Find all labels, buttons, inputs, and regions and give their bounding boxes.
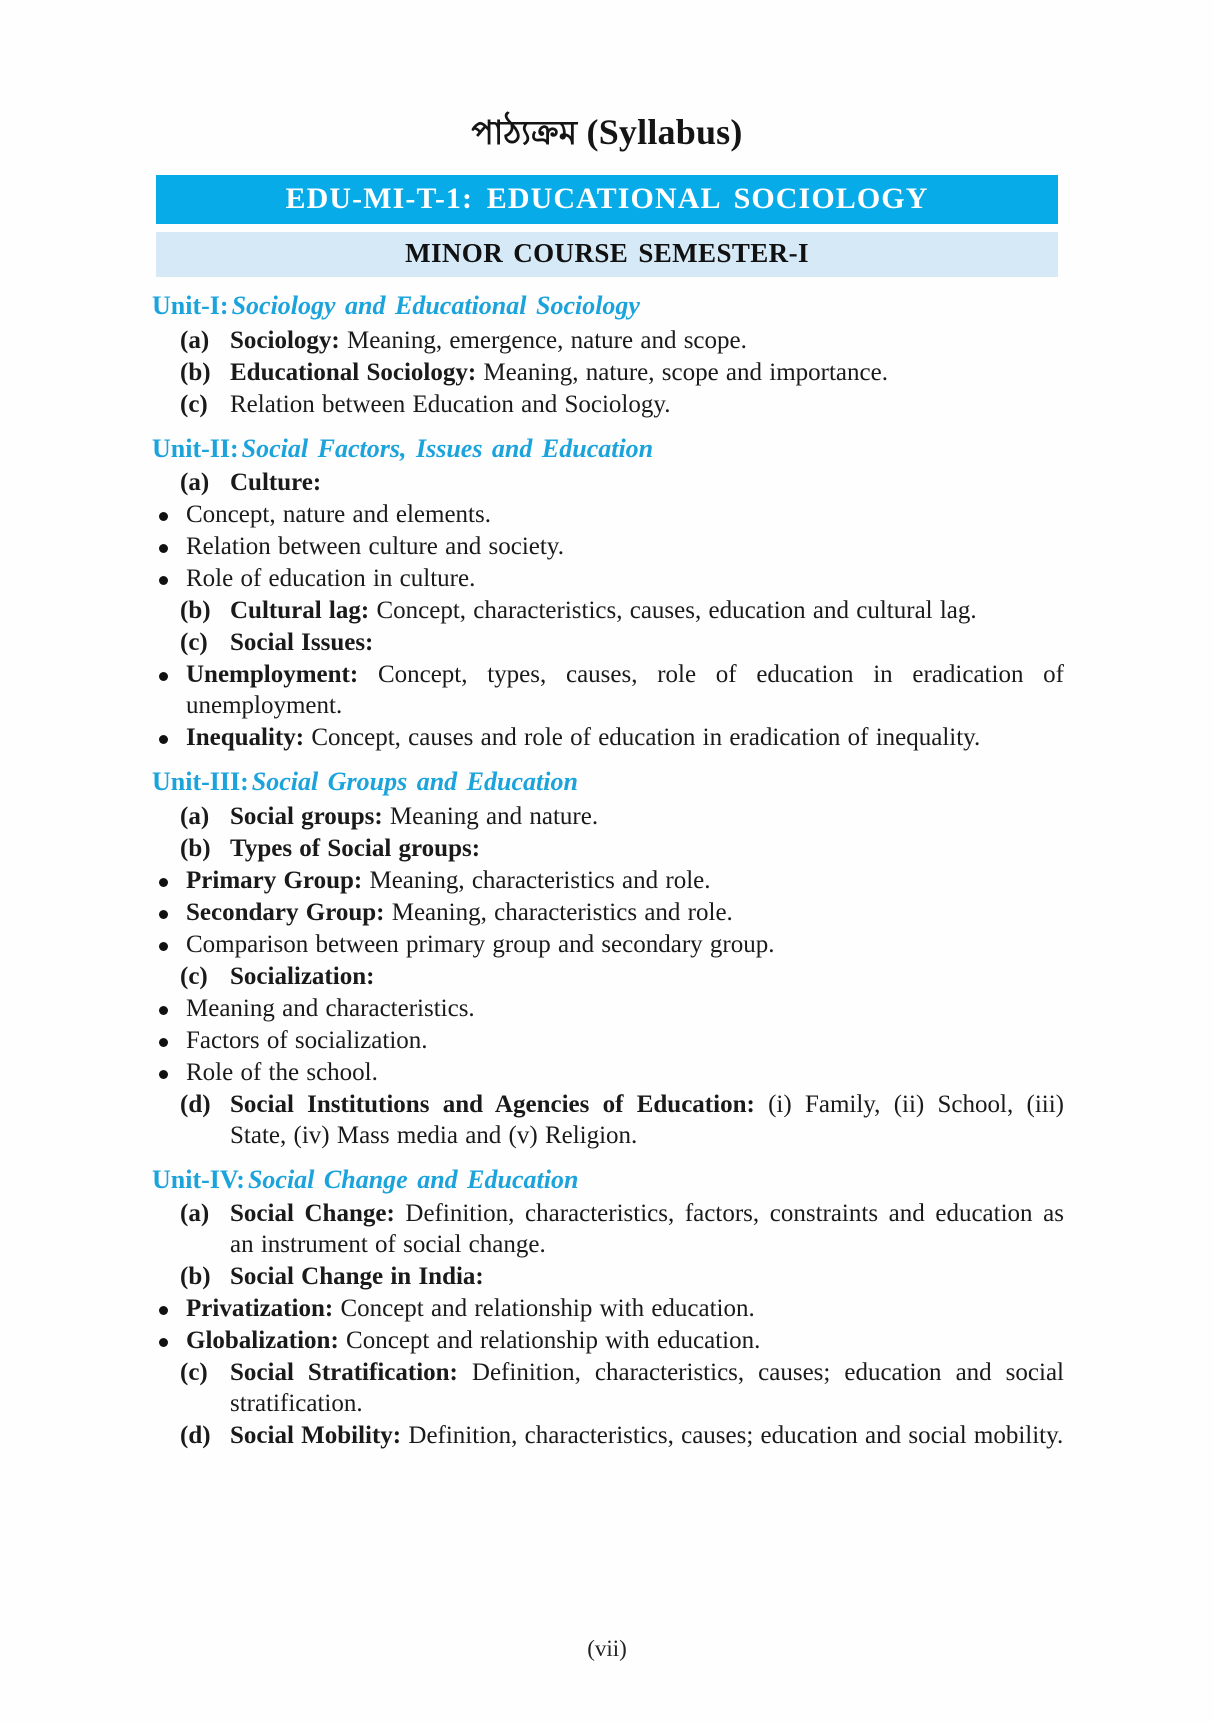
term-label: Types of Social groups:	[230, 834, 481, 862]
term-label: Cultural lag:	[230, 597, 370, 625]
unit-item-list	[150, 467, 1064, 753]
term-label: Social Change in India:	[230, 1263, 484, 1291]
term-description: Meaning, characteristics and role.	[362, 866, 711, 894]
term-label: Social Change:	[230, 1200, 395, 1228]
page-title-bangla: পাঠ্যক্রম	[471, 113, 578, 152]
term-label: Educational Sociology:	[230, 358, 477, 386]
item-marker: (a)	[180, 469, 210, 497]
unit-title: Sociology and Educational Sociology	[231, 291, 640, 321]
unit-label: Unit-I:	[152, 291, 229, 321]
list-item	[150, 1198, 1064, 1260]
bullet-item	[150, 865, 1064, 896]
bullet-item	[150, 531, 1064, 562]
item-marker: (b)	[180, 358, 211, 386]
bullet-item	[150, 1325, 1064, 1356]
list-item	[150, 1420, 1064, 1451]
unit-title: Social Groups and Education	[251, 767, 578, 797]
page-title-english: (Syllabus)	[586, 112, 743, 152]
term-label: Socialization:	[230, 962, 375, 990]
term-description: (i) Family, (ii) School, (iii) State, (iv) Mass media and (v) Religion.	[230, 1090, 1064, 1149]
term-description: Relation between culture and society.	[186, 533, 564, 561]
bullet-list	[150, 659, 1064, 753]
list-item	[150, 627, 1064, 658]
unit-item-list	[150, 1198, 1064, 1451]
unit-heading	[150, 1164, 1064, 1197]
term-description: Definition, characteristics, factors, constraints and education as an instrument of social change.	[230, 1200, 1064, 1259]
term-description: Concept and relationship with education.	[333, 1295, 755, 1323]
list-item	[150, 1089, 1064, 1151]
bullet-dot-icon	[159, 672, 168, 681]
term-label: Culture:	[230, 469, 322, 497]
item-marker: (c)	[180, 629, 208, 657]
bullet-dot-icon	[159, 512, 168, 521]
term-description: Meaning, characteristics and role.	[384, 898, 733, 926]
bullet-list	[150, 1293, 1064, 1356]
item-marker: (b)	[180, 597, 211, 625]
bullet-list	[150, 499, 1064, 594]
bullet-list	[150, 993, 1064, 1088]
term-description: Meaning, emergence, nature and scope.	[339, 326, 747, 354]
unit-label: Unit-III:	[152, 767, 249, 797]
term-description: Concept, characteristics, causes, education and cultural lag.	[369, 597, 977, 625]
term-label: Social Mobility:	[230, 1422, 402, 1450]
item-marker: (d)	[180, 1422, 211, 1450]
bullet-dot-icon	[159, 544, 168, 553]
unit-heading	[150, 766, 1064, 799]
term-label: Inequality:	[186, 724, 305, 752]
term-description: Relation between Education and Sociology.	[230, 390, 671, 418]
list-item	[150, 357, 1064, 388]
course-code-banner: EDU-MI-T-1: EDUCATIONAL SOCIOLOGY	[156, 175, 1058, 224]
unit-section	[150, 433, 1064, 754]
term-description: Role of education in culture.	[186, 565, 476, 593]
term-label: Social Stratification:	[230, 1359, 458, 1387]
unit-title: Social Factors, Issues and Education	[241, 433, 654, 463]
semester-banner: MINOR COURSE SEMESTER-I	[156, 232, 1058, 277]
unit-section	[150, 766, 1064, 1151]
page-title	[150, 112, 1064, 153]
list-item	[150, 961, 1064, 992]
term-label: Globalization:	[186, 1327, 339, 1355]
unit-heading	[150, 290, 1064, 323]
term-description: Definition, characteristics, causes; education and social stratification.	[230, 1359, 1064, 1418]
bullet-item	[150, 722, 1064, 753]
term-description: Meaning, nature, scope and importance.	[476, 358, 888, 386]
list-item	[150, 325, 1064, 356]
list-item	[150, 833, 1064, 864]
units-container	[150, 290, 1064, 1451]
term-label: Privatization:	[186, 1295, 334, 1323]
term-label: Unemployment:	[186, 661, 359, 689]
bullet-item	[150, 929, 1064, 960]
term-description: Meaning and characteristics.	[186, 994, 475, 1022]
bullet-item	[150, 563, 1064, 594]
bullet-dot-icon	[159, 1306, 168, 1315]
bullet-dot-icon	[159, 1070, 168, 1079]
bullet-dot-icon	[159, 1038, 168, 1047]
bullet-dot-icon	[159, 910, 168, 919]
item-marker: (c)	[180, 390, 208, 418]
term-label: Sociology:	[230, 326, 340, 354]
item-marker: (b)	[180, 1263, 211, 1291]
list-item	[150, 467, 1064, 498]
bullet-dot-icon	[159, 735, 168, 744]
item-marker: (a)	[180, 326, 210, 354]
item-marker: (c)	[180, 1359, 208, 1387]
item-marker: (b)	[180, 834, 211, 862]
term-label: Social Issues:	[230, 629, 374, 657]
bullet-item	[150, 499, 1064, 530]
list-item	[150, 1261, 1064, 1292]
term-description: Definition, characteristics, causes; education and social mobility.	[401, 1422, 1064, 1450]
term-description: Comparison between primary group and secondary group.	[186, 930, 775, 958]
item-marker: (d)	[180, 1090, 211, 1118]
bullet-item	[150, 897, 1064, 928]
unit-title: Social Change and Education	[247, 1164, 579, 1194]
bullet-dot-icon	[159, 1338, 168, 1347]
bullet-dot-icon	[159, 576, 168, 585]
bullet-dot-icon	[159, 878, 168, 887]
list-item	[150, 801, 1064, 832]
term-description: Concept, causes and role of education in eradication of inequality.	[304, 724, 981, 752]
list-item	[150, 389, 1064, 420]
unit-section	[150, 290, 1064, 420]
term-description: Factors of socialization.	[186, 1026, 428, 1054]
term-description: Role of the school.	[186, 1058, 378, 1086]
item-marker: (c)	[180, 962, 208, 990]
bullet-item	[150, 659, 1064, 721]
bullet-item	[150, 1057, 1064, 1088]
list-item	[150, 1357, 1064, 1419]
bullet-list	[150, 865, 1064, 960]
unit-label: Unit-IV:	[152, 1164, 245, 1194]
page-number-footer: (vii)	[587, 1636, 627, 1661]
syllabus-content	[150, 112, 1064, 1451]
bullet-item	[150, 993, 1064, 1024]
unit-label: Unit-II:	[152, 433, 239, 463]
item-marker: (a)	[180, 802, 210, 830]
term-label: Social Institutions and Agencies of Education:	[230, 1090, 755, 1118]
unit-heading	[150, 433, 1064, 466]
list-item	[150, 595, 1064, 626]
term-description: Meaning and nature.	[382, 802, 599, 830]
term-label: Social groups:	[230, 802, 383, 830]
term-label: Secondary Group:	[186, 898, 385, 926]
term-description: Concept and relationship with education.	[338, 1327, 761, 1355]
unit-item-list	[150, 325, 1064, 420]
term-label: Primary Group:	[186, 866, 363, 894]
bullet-dot-icon	[159, 942, 168, 951]
term-description: Concept, nature and elements.	[186, 501, 491, 529]
unit-item-list	[150, 801, 1064, 1151]
bullet-dot-icon	[159, 1006, 168, 1015]
unit-section	[150, 1164, 1064, 1452]
bullet-item	[150, 1025, 1064, 1056]
term-description: Concept, types, causes, role of education in eradication of unemployment.	[186, 661, 1064, 720]
item-marker: (a)	[180, 1200, 210, 1228]
bullet-item	[150, 1293, 1064, 1324]
